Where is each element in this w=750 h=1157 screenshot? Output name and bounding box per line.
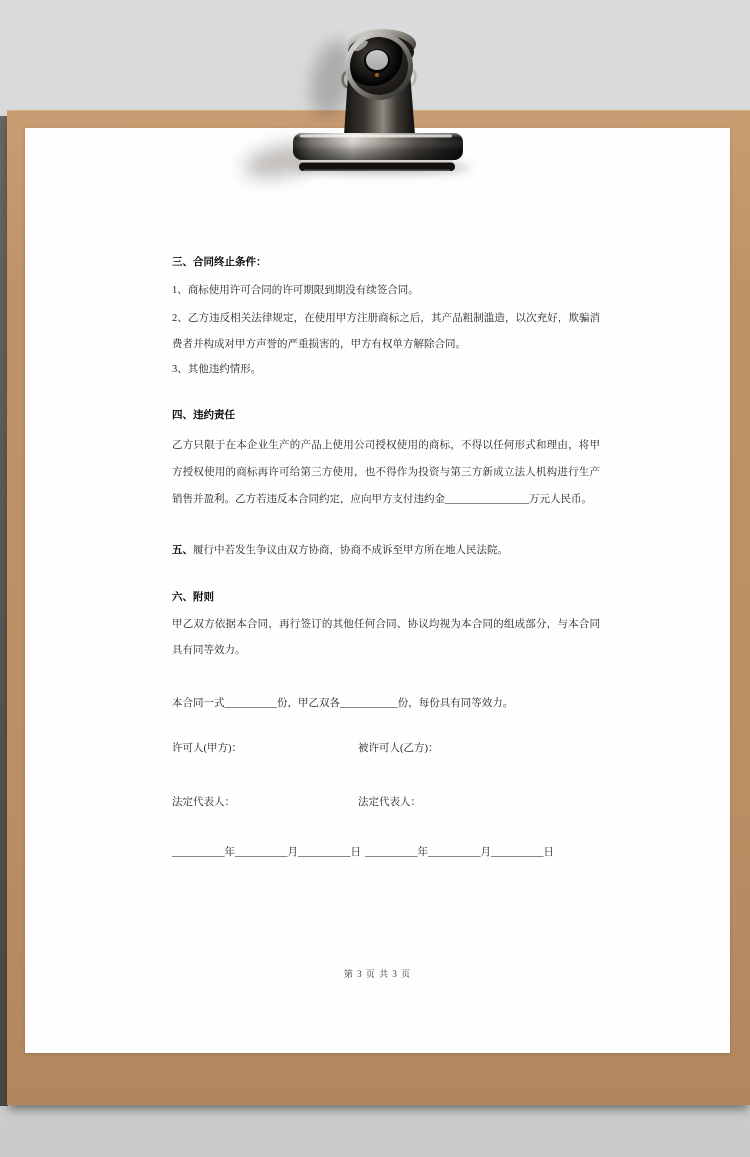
date-blank-a: __________年__________月__________日 — [172, 847, 361, 858]
termination-item-2: 2、乙方违反相关法律规定，在使用甲方注册商标之后，其产品粗制滥造，以次充好，欺骗消费者并构成对甲方声誉的严重损害的，甲方有权单方解除合同。 — [172, 313, 600, 350]
signature-labels-row — [25, 740, 730, 766]
clip-rust-speck — [375, 73, 379, 77]
licensor-label: 许可人(甲方)： — [172, 743, 242, 754]
clip-center-hole — [366, 50, 388, 70]
misc-body: 甲乙双方依据本合同，再行签订的其他任何合同、协议均视为本合同的组成部分，与本合同具有同等效力。 — [172, 619, 600, 656]
termination-item-3: 3、其他违约情形。 — [172, 364, 262, 375]
date-row — [25, 844, 730, 870]
clip-bar-top-highlight — [300, 135, 452, 138]
section-dispute-line — [172, 538, 600, 564]
breach-body: 乙方只限于在本企业生产的产品上使用公司授权使用的商标，不得以任何形式和理由，将甲方授权使用的商标再许可给第三方使用，也不得作为投资与第三方新成立法人机构进行生产销售并盈利。乙方若违反本合同约定，应向甲方支付违约金________________万元人民币。 — [172, 440, 600, 505]
contract-paper-sheet — [25, 128, 730, 1053]
licensee-label: 被许可人(乙方)： — [358, 743, 439, 754]
contract-page — [25, 128, 730, 1053]
legal-rep-b-label: 法定代表人： — [358, 797, 421, 808]
section-breach-heading: 四、违约责任 — [172, 410, 235, 421]
legal-rep-row — [25, 794, 730, 820]
legal-rep-a-label: 法定代表人： — [172, 797, 235, 808]
section-misc-heading: 六、附则 — [172, 592, 214, 603]
copies-line: 本合同一式__________份，甲乙双各___________份，每份具有同等效力。 — [172, 698, 514, 709]
dispute-number: 五、 — [172, 545, 193, 556]
termination-item-1: 1、商标使用许可合同的许可期限到期没有续签合同。 — [172, 285, 419, 296]
page-number-footer: 第 3 页 共 3 页 — [343, 969, 412, 979]
dispute-text: 履行中若发生争议由双方协商，协商不成诉至甲方所在地人民法院。 — [193, 545, 508, 556]
clip-lip-bright-line — [301, 160, 453, 163]
section-termination-heading: 三、合同终止条件： — [172, 257, 267, 268]
metal-clip — [288, 14, 468, 174]
clip-lip-bottom-edge — [304, 170, 450, 171]
date-blank-b: __________年__________月__________日 — [365, 847, 554, 858]
